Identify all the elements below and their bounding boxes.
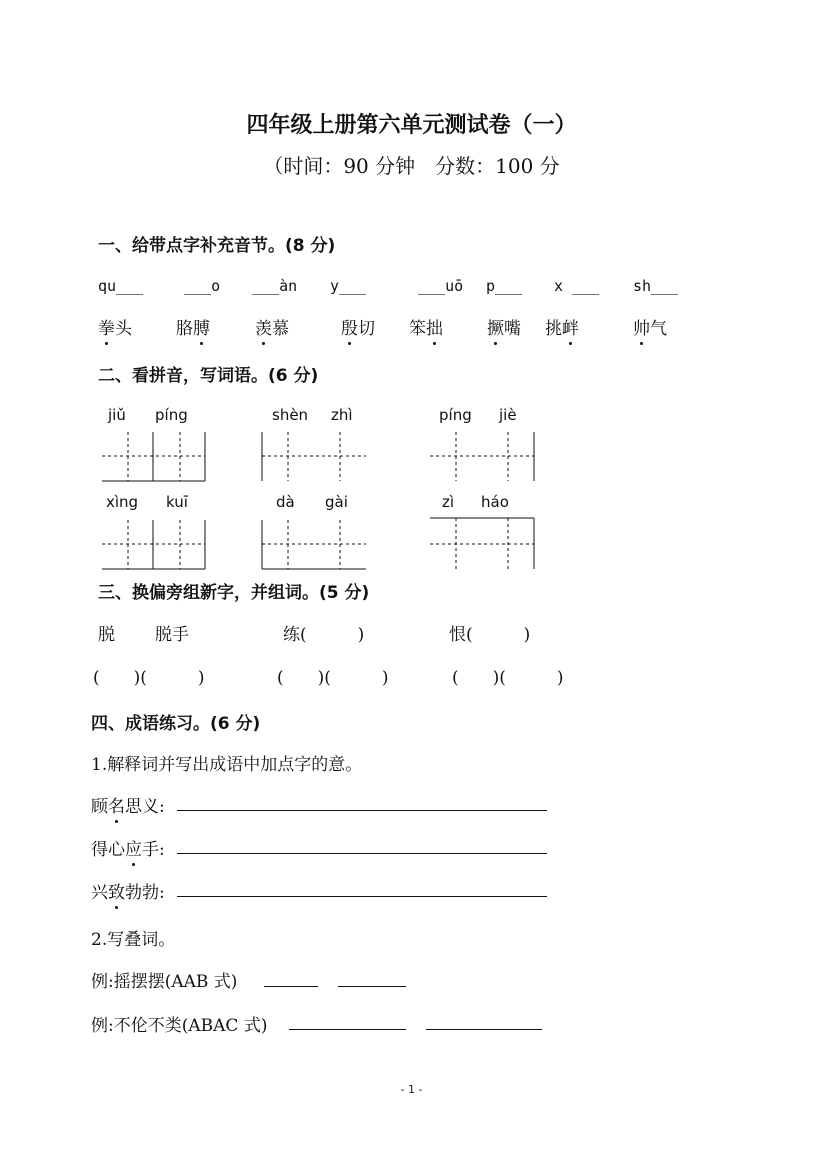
- question-1: 1.解释词并写出成语中加点字的意。: [91, 755, 363, 775]
- pinyin-label: píng: [439, 406, 472, 424]
- dotted-word: 帅气: [633, 314, 667, 339]
- question-2: 2.写叠词。: [91, 930, 176, 950]
- answer-line[interactable]: [338, 986, 406, 987]
- pinyin-label: háo: [481, 493, 509, 511]
- pinyin-blank: p___: [486, 277, 523, 295]
- writing-grid-dagai: [262, 520, 366, 569]
- idiom-label: 兴致勃勃:: [91, 878, 165, 903]
- pinyin-blank: ___o: [184, 277, 221, 295]
- radical-blank: 练( ): [283, 625, 365, 645]
- pinyin-label: xìng: [106, 493, 139, 511]
- pinyin-label: shèn: [272, 406, 309, 424]
- pinyin-label: kuī: [166, 493, 188, 511]
- answer-line[interactable]: [177, 896, 547, 897]
- idiom-label: 顾名思义:: [91, 792, 165, 817]
- pinyin-label: jiǔ: [108, 406, 126, 424]
- radical-blank-pair: ( )( ): [452, 668, 564, 688]
- idiom-label: 得心应手:: [91, 835, 165, 860]
- answer-line[interactable]: [177, 853, 547, 854]
- radical-blank-pair: ( )( ): [277, 668, 389, 688]
- pinyin-label: gài: [325, 493, 348, 511]
- pinyin-label: jiè: [499, 406, 517, 424]
- section-3-heading: 三、换偏旁组新字，并组词。(5 分): [98, 583, 370, 603]
- answer-line[interactable]: [264, 986, 318, 987]
- writing-grid-shenzhi: [262, 432, 366, 481]
- pinyin-blank: qu___: [98, 277, 144, 295]
- dotted-word: 拳头: [98, 314, 132, 339]
- pinyin-blank: y___: [330, 277, 367, 295]
- pinyin-label: dà: [276, 493, 295, 511]
- section-2-heading: 二、看拼音，写词语。(6 分): [98, 366, 319, 386]
- writing-grid-zihao: [430, 518, 534, 569]
- answer-line[interactable]: [426, 1029, 542, 1030]
- answer-line[interactable]: [177, 810, 547, 811]
- pinyin-label: zhì: [331, 406, 353, 424]
- writing-grid-xingkui: [102, 520, 205, 569]
- dotted-word: 撅嘴: [487, 314, 521, 339]
- writing-grid-jiuping: [102, 432, 205, 481]
- pinyin-label: píng: [155, 406, 188, 424]
- page-subtitle: （时间：90 分钟 分数：100 分: [263, 154, 560, 178]
- pinyin-blank: ___uō: [418, 277, 464, 295]
- example-abac: 例:不伦不类(ABAC 式): [91, 1016, 268, 1036]
- pinyin-blank: sh___: [633, 277, 679, 295]
- dotted-word: 羡慕: [255, 314, 289, 339]
- page-title: 四年级上册第六单元测试卷（一）: [246, 113, 577, 138]
- example-aab: 例:摇摆摆(AAB 式): [91, 972, 238, 992]
- page-number: - 1 -: [400, 1083, 423, 1096]
- radical-word: 脱手: [155, 625, 189, 645]
- dotted-word: 胳膊: [176, 314, 210, 339]
- pinyin-blank: x ___: [554, 277, 600, 295]
- radical-blank: 恨( ): [449, 625, 531, 645]
- dotted-word: 笨拙: [409, 314, 443, 339]
- section-1-heading: 一、给带点字补充音节。(8 分): [98, 236, 336, 256]
- section-4-heading: 四、成语练习。(6 分): [91, 714, 261, 734]
- dotted-word: 殷切: [341, 314, 375, 339]
- dotted-word: 挑衅: [545, 314, 579, 339]
- radical-blank-pair: ( )( ): [93, 668, 205, 688]
- writing-grid-pingjie: [430, 432, 534, 481]
- pinyin-label: zì: [442, 493, 455, 511]
- answer-line[interactable]: [289, 1029, 406, 1030]
- radical-char: 脱: [98, 625, 115, 645]
- pinyin-blank: ___àn: [252, 277, 298, 295]
